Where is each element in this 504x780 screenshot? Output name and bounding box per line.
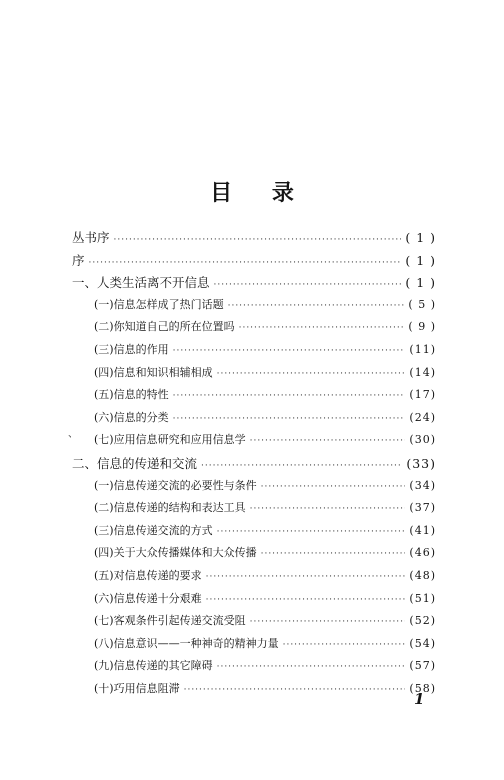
toc-entry-title: (七)应用信息研究和应用信息学	[94, 433, 246, 447]
toc-entry-page: (58)	[409, 681, 436, 695]
toc-entry-title: (一)信息怎样成了热门话题	[94, 297, 224, 311]
toc-entry-page: (14)	[409, 365, 436, 379]
toc-leader	[206, 572, 406, 582]
toc-leader	[283, 640, 406, 650]
toc-entry-title: (六)信息的分类	[94, 410, 169, 424]
toc-entry-title: (一)信息传递交流的必要性与条件	[94, 478, 257, 492]
toc-entry	[72, 431, 436, 454]
toc-leader	[239, 323, 405, 333]
toc-leader	[250, 504, 406, 514]
toc-entry-page: ( 5 )	[408, 297, 436, 311]
toc-entry-page: (11)	[409, 342, 436, 356]
toc-entry	[72, 567, 436, 590]
toc-entry	[72, 318, 436, 341]
toc-leader	[261, 549, 406, 559]
toc-entry-title: (五)信息的特性	[94, 388, 169, 402]
toc-entry-page: ( 1 )	[405, 252, 436, 268]
toc-entry-title: (九)信息传递的其它障碍	[94, 659, 213, 673]
toc-entry-title: 序	[72, 252, 85, 268]
toc-entry-page: ( 1 )	[405, 230, 436, 245]
toc-entry	[72, 341, 436, 364]
page-title: 目 录	[210, 181, 310, 206]
toc-leader	[214, 280, 402, 290]
toc-leader	[217, 662, 406, 672]
toc-entry	[72, 386, 436, 409]
toc-leader	[173, 346, 406, 356]
toc-leader	[217, 369, 406, 379]
toc-entry-page: (52)	[409, 614, 436, 628]
toc-leader	[89, 258, 402, 268]
toc-leader	[250, 617, 406, 627]
toc-entry-page: (51)	[409, 591, 436, 605]
toc-entry-page: (24)	[409, 410, 436, 424]
toc-entry-page: ( 1 )	[405, 275, 436, 291]
toc-entry	[72, 657, 436, 680]
toc-entry-title: (四)信息和知识相辅相成	[94, 365, 213, 379]
toc-leader	[261, 482, 406, 492]
toc-leader	[184, 685, 406, 695]
toc-entry	[72, 522, 436, 545]
toc-leader	[228, 301, 405, 311]
toc-entry-title: (十)巧用信息阻滞	[94, 681, 180, 695]
toc-entry-title: (六)信息传递十分艰难	[94, 591, 202, 605]
toc-entry-title: 二、信息的传递和交流	[72, 455, 198, 471]
toc-entry-title: 一、人类生活离不开信息	[72, 275, 210, 291]
toc-entry-title: 丛书序	[72, 230, 110, 245]
toc-entry	[72, 409, 436, 432]
toc-entry	[72, 273, 436, 296]
toc-entry-title: (二)信息传递的结构和表达工具	[94, 501, 246, 515]
toc-entry-title: (三)信息的作用	[94, 342, 169, 356]
toc-entry-page: (30)	[409, 433, 436, 447]
toc-entry-page: (17)	[409, 388, 436, 402]
toc-entry	[72, 680, 436, 703]
toc-entry-title: (三)信息传递交流的方式	[94, 523, 213, 537]
toc-entry	[72, 635, 436, 658]
toc-leader	[250, 436, 406, 446]
toc-entry	[72, 612, 436, 635]
toc-entry-page: (33)	[406, 455, 436, 471]
toc-leader	[201, 461, 402, 471]
toc-entry-page: (48)	[409, 568, 436, 582]
toc-entry-title: (七)客观条件引起传递交流受阻	[94, 614, 246, 628]
toc-entry-page: (41)	[409, 523, 436, 537]
toc-entry-page: (54)	[409, 636, 436, 650]
toc-entry-page: ( 9 )	[408, 320, 436, 334]
toc-leader	[114, 235, 402, 245]
toc-entry	[72, 499, 436, 522]
toc-entry	[72, 454, 436, 477]
toc-entry	[72, 477, 436, 500]
toc-leader	[206, 595, 406, 605]
toc-entry	[72, 544, 436, 567]
toc-entry	[72, 296, 436, 319]
toc-leader	[173, 391, 406, 401]
toc-entry-title: (二)你知道自己的所在位置吗	[94, 320, 235, 334]
page-number: 1	[414, 690, 425, 708]
toc-entry-title: (四)关于大众传播媒体和大众传播	[94, 546, 257, 560]
toc-entry	[72, 228, 436, 251]
toc-entry	[72, 251, 436, 274]
toc-entry-page: (34)	[409, 478, 436, 492]
table-of-contents	[72, 228, 436, 702]
margin-mark: 、	[68, 429, 78, 440]
toc-entry-page: (37)	[409, 501, 436, 515]
toc-entry-title: (八)信息意识——一种神奇的精神力量	[94, 636, 279, 650]
toc-entry	[72, 590, 436, 613]
toc-entry-title: (五)对信息传递的要求	[94, 568, 202, 582]
toc-entry-page: (57)	[409, 659, 436, 673]
toc-leader	[217, 527, 406, 537]
toc-leader	[173, 414, 406, 424]
toc-entry-page: (46)	[409, 546, 436, 560]
toc-entry	[72, 364, 436, 387]
